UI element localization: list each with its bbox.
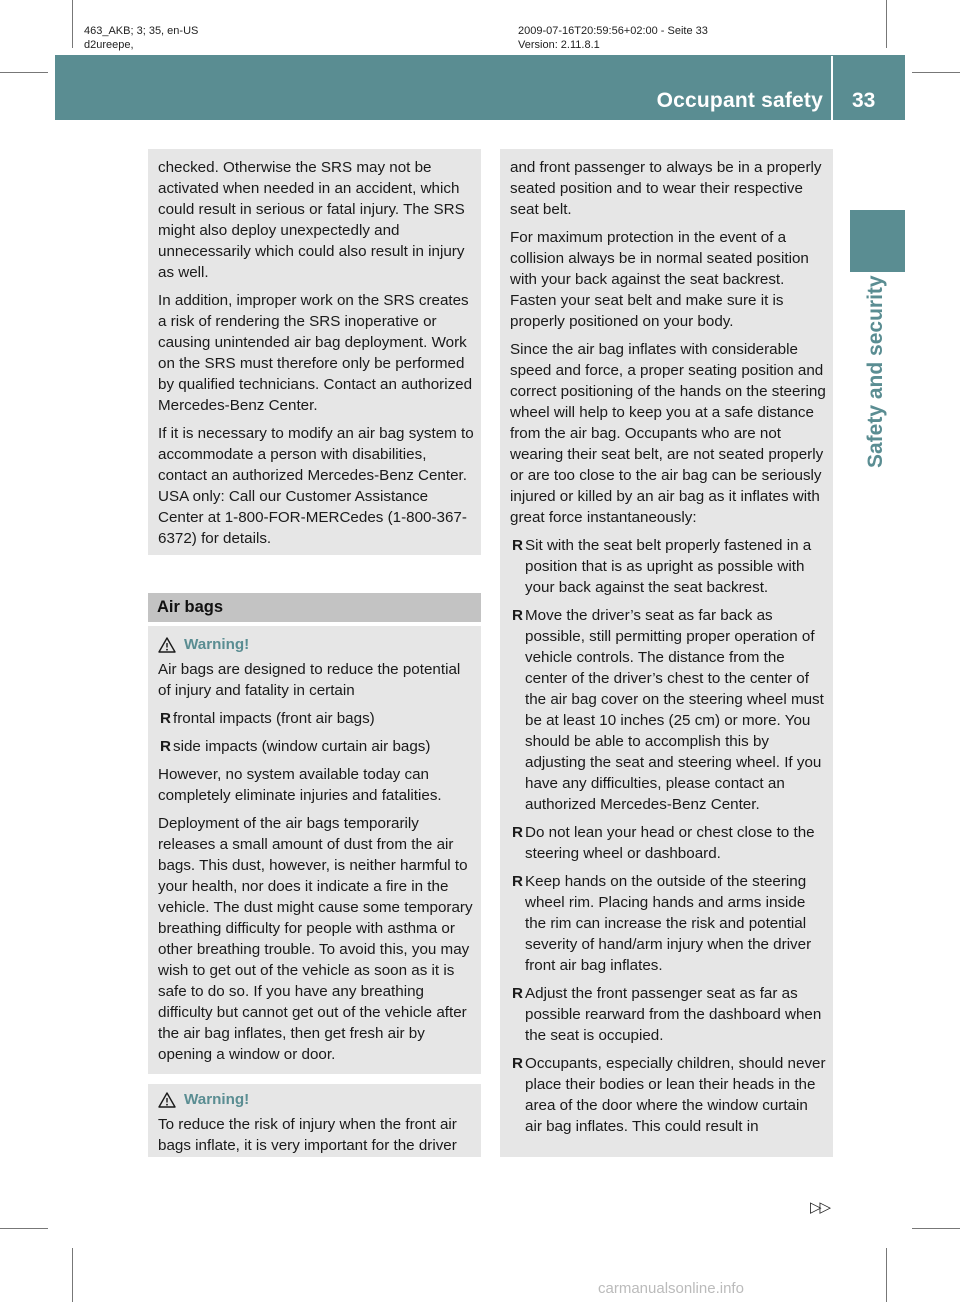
warning-bullet-list (158, 708, 476, 757)
bullet-icon: R (160, 710, 171, 727)
list-item: R Move the driver’s seat as far back as possible, still permitting proper operation of vehicle controls. The distance from the center of the driver’s chest to the center of the air bag cover on the steering wheel must be at least 10 inches (25 cm) or more. You should be able to accomplish this by adjusting the seat and steering wheel. If you have any difficulties, please contact an authorized Mercedes-Benz Center. (512, 607, 824, 813)
doc-meta-timestamp: 2009-07-16T20:59:56+02:00 - Seite 33 (518, 25, 708, 37)
crop-mark (0, 1228, 48, 1229)
crop-mark (886, 1248, 887, 1302)
doc-meta-version: Version: 2.11.8.1 (518, 39, 600, 51)
bullet-icon: R (512, 985, 523, 1002)
page-number: 33 (852, 89, 876, 112)
crop-mark (912, 1228, 960, 1229)
header-divider (831, 56, 833, 120)
paragraph: However, no system available today can completely eliminate injuries and fatalities. (158, 766, 442, 804)
crop-mark (886, 0, 887, 48)
crop-mark (72, 0, 73, 48)
watermark: carmanualsonline.info (598, 1280, 744, 1297)
bullet-icon: R (512, 607, 523, 624)
continued-warning-text (158, 157, 476, 549)
list-item: R frontal impacts (front air bags) (160, 710, 375, 727)
chapter-label: Safety and security (864, 275, 887, 468)
crop-mark (0, 72, 48, 73)
list-item: R Do not lean your head or chest close to the steering wheel or dashboard. (512, 824, 815, 862)
warning-continued-text (510, 157, 828, 1144)
warning-intro: Air bags are designed to reduce the potential of injury and fatality in certain (158, 661, 461, 699)
continued-arrow-icon: ▷▷ (810, 1199, 830, 1216)
paragraph: Since the air bag inflates with considerable speed and force, a proper seating position and correct positioning of the hands on the steering wheel will help to keep you at a safe distance from the air bag. Occupants who are not wearing their seat belt, are not seated properly or are too close to the air bag can be seriously injured or killed by an air bag as it inflates with great force instantaneously: (510, 341, 826, 526)
warning-title: Warning! (184, 636, 250, 653)
bullet-icon: R (512, 873, 523, 890)
paragraph: Deployment of the air bags temporarily releases a small amount of dust from the air bags. This dust, however, is neither harmful to your health, nor does it indicate a fire in the vehicle. The dust might cause some temporary breathing difficulty for people with asthma or other breathing trouble. To avoid this, you may wish to get out of the vehicle as soon as it is safe to do so. If you have any breathing difficulty but cannot get out of the vehicle after the air bag inflates, then get fresh air by opening a window or door. (158, 815, 473, 1063)
doc-meta-code: d2ureepe, (84, 39, 134, 51)
warning-content (158, 1089, 476, 1156)
paragraph: and front passenger to always be in a properly seated position and to wear their respective seat belt. (510, 159, 822, 218)
bullet-icon: R (512, 1055, 523, 1072)
safety-bullet-list (510, 535, 828, 1137)
section-heading: Air bags (148, 593, 481, 622)
warning-content (158, 634, 476, 1065)
warning-triangle-icon (158, 637, 176, 653)
paragraph: If it is necessary to modify an air bag system to accommodate a person with disabilities, contact an authorized Mercedes-Benz Center. USA only: Call our Customer Assistance Center at 1-800-FOR-MERCedes (1-800-367-6372) for details. (158, 425, 474, 547)
warning-triangle-icon (158, 1092, 176, 1108)
list-item: R Keep hands on the outside of the steering wheel rim. Placing hands and arms inside the rim can increase the risk and potential severity of hand/arm injury when the driver front air bag inflates. (512, 873, 812, 974)
paragraph: To reduce the risk of injury when the front air bags inflate, it is very important for the driver (158, 1116, 457, 1154)
doc-meta-right (518, 24, 708, 52)
bullet-icon: R (512, 537, 523, 554)
page-title: Occupant safety (656, 89, 823, 112)
warning-header (158, 634, 476, 655)
warning-header (158, 1089, 476, 1110)
doc-meta-left (84, 24, 198, 52)
list-item: R Occupants, especially children, should never place their bodies or lean their heads in the area of the door where the window curtain air bag inflates. This could result in (512, 1055, 826, 1135)
bullet-icon: R (160, 738, 171, 755)
list-item: R Adjust the front passenger seat as far as possible rearward from the dashboard when the seat is occupied. (512, 985, 822, 1044)
crop-mark (912, 72, 960, 73)
paragraph: For maximum protection in the event of a collision always be in normal seated position with your back against the seat backrest. Fasten your seat belt and make sure it is properly positioned on your body. (510, 229, 809, 330)
list-item: R Sit with the seat belt properly fastened in a position that is as upright as possible with your back against the seat backrest. (512, 537, 812, 596)
warning-title: Warning! (184, 1091, 250, 1108)
crop-mark (72, 1248, 73, 1302)
list-item: R side impacts (window curtain air bags) (160, 738, 431, 755)
doc-meta-id: 463_AKB; 3; 35, en-US (84, 25, 199, 37)
bullet-icon: R (512, 824, 523, 841)
paragraph: checked. Otherwise the SRS may not be activated when needed in an accident, which could result in serious or fatal injury. The SRS might also deploy unexpectedly and unnecessarily which could also result in injury as well. (158, 159, 465, 281)
paragraph: In addition, improper work on the SRS creates a risk of rendering the SRS inoperative or causing unintended air bag deployment. Work on the SRS must therefore only be performed by qualified technicians. Contact an authorized Mercedes-Benz Center. (158, 292, 473, 414)
